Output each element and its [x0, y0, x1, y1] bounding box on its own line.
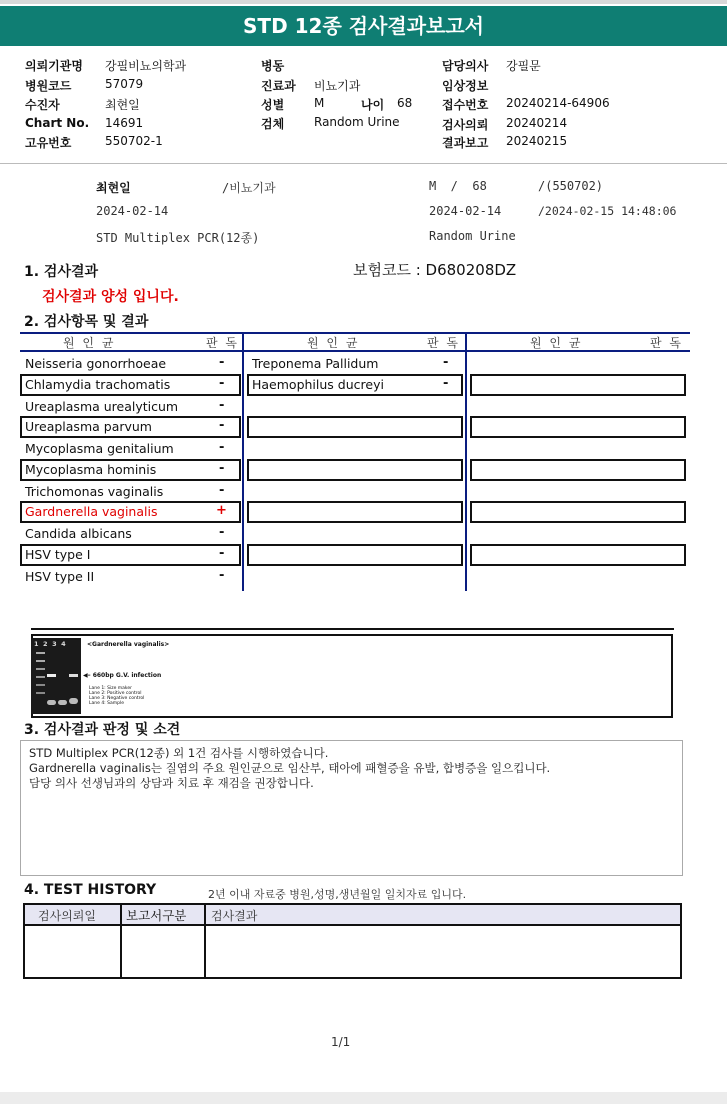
report-title: STD 12종 검사결과보고서 — [243, 14, 484, 38]
table-col-divider-2 — [465, 332, 467, 591]
history-table — [23, 903, 682, 979]
summary-date2: 2024-02-14 — [429, 204, 502, 218]
label-department: 진료과 — [261, 79, 296, 93]
label-age: 나이 — [361, 98, 385, 112]
summary-specimen: Random Urine — [429, 229, 516, 243]
summary-sex-age: M / 68 — [429, 179, 487, 193]
col3-header-name: 원 인 균 — [530, 336, 583, 350]
label-hospital-code: 병원코드 — [25, 79, 72, 93]
gel-legend — [89, 686, 144, 706]
organism-name: Haemophilus ducreyi — [252, 377, 384, 392]
history-col-result: 검사결과 — [211, 909, 258, 923]
section1-heading: 1. 검사결과 — [24, 264, 99, 280]
row-box-empty — [470, 544, 686, 566]
opinion-line: 담당 의사 선생님과의 상담과 치료 후 재검을 권장합니다. — [29, 776, 314, 790]
section3-heading: 3. 검사결과 판정 및 소견 — [24, 722, 181, 738]
gel-legend-item: Lane 1: Size maker — [89, 686, 132, 691]
row-box-empty — [247, 416, 463, 438]
insurance-code: 보험코드 : D680208DZ — [353, 261, 517, 279]
summary-id: /(550702) — [538, 179, 604, 193]
opinion-line: Gardnerella vaginalis는 질염의 주요 원인균으로 임산부, 태아에 패혈증을 유발, 합병증을 일으킵니다. — [29, 761, 551, 775]
col2-header-name: 원 인 균 — [307, 336, 360, 350]
organism-name: Neisseria gonorrhoeae — [25, 356, 167, 371]
organism-name: Chlamydia trachomatis — [25, 377, 171, 392]
row-box-empty — [470, 416, 686, 438]
organism-result: - — [219, 440, 225, 455]
label-patient: 수진자 — [25, 98, 60, 112]
summary-dept: /비뇨기과 — [222, 181, 276, 195]
positive-band — [47, 674, 56, 677]
gel-legend-item: Lane 4: Sample — [89, 701, 124, 706]
organism-result: - — [219, 398, 225, 413]
organism-name-positive: Gardnerella vaginalis — [25, 504, 158, 519]
gel-lane-numbers: 1 2 3 4 — [34, 640, 66, 648]
row-box-empty — [247, 544, 463, 566]
opinion-text — [29, 746, 679, 791]
arrow-icon: ◀– — [83, 672, 93, 679]
organism-name: Mycoplasma genitalium — [25, 441, 174, 456]
row-box-empty — [247, 459, 463, 481]
history-note: 2년 이내 자료중 병원,성명,생년월일 일치자료 입니다. — [208, 888, 467, 901]
value-requesting-org: 강필비뇨의학과 — [105, 59, 187, 73]
value-unique-id: 550702-1 — [105, 134, 163, 148]
value-hospital-code: 57079 — [105, 77, 144, 91]
value-doctor: 강필문 — [506, 59, 541, 73]
value-report-date: 20240215 — [506, 134, 568, 148]
row-box-empty — [470, 459, 686, 481]
value-department: 비뇨기과 — [314, 79, 361, 93]
col2-header-result: 판 독 — [427, 336, 460, 350]
table-col-divider-1 — [242, 332, 244, 591]
label-unique-id: 고유번호 — [25, 136, 72, 150]
organism-result-positive: + — [216, 503, 227, 518]
label-request-date: 검사의뢰 — [442, 118, 489, 132]
organism-name: Candida albicans — [25, 526, 132, 541]
label-clinical-info: 임상정보 — [442, 79, 489, 93]
organism-result: - — [219, 546, 225, 561]
label-ward: 병동 — [261, 59, 285, 73]
col1-header-result: 판 독 — [206, 336, 239, 350]
organism-result: - — [219, 418, 225, 433]
summary-name: 최현일 — [96, 181, 131, 195]
sample-band — [69, 674, 78, 677]
label-specimen: 검체 — [261, 117, 285, 131]
gel-image — [31, 638, 81, 714]
opinion-box — [20, 740, 683, 876]
history-col-report-type: 보고서구분 — [126, 908, 187, 923]
top-strip — [0, 0, 727, 4]
row-box-empty — [247, 501, 463, 523]
gel-title: <Gardnerella vaginalis> — [87, 641, 170, 648]
gel-band-label: ◀– 660bp G.V. infection — [83, 672, 162, 679]
value-age: 68 — [397, 96, 413, 110]
label-requesting-org: 의뢰기관명 — [25, 59, 83, 73]
section4-heading: 4. TEST HISTORY — [24, 882, 157, 898]
label-report-date: 결과보고 — [442, 136, 489, 150]
organism-name: HSV type II — [25, 569, 95, 584]
row-box-empty — [470, 374, 686, 396]
gel-legend-item: Lane 3: Negative control — [89, 696, 145, 701]
organism-name: Ureaplasma parvum — [25, 419, 152, 434]
history-table-header — [25, 905, 680, 926]
organism-result: - — [219, 461, 225, 476]
section2-heading: 2. 검사항목 및 결과 — [24, 314, 149, 330]
organism-result: - — [219, 376, 225, 391]
opinion-line: STD Multiplex PCR(12종) 외 1건 검사를 시행하였습니다. — [29, 746, 329, 760]
organism-name: Ureaplasma urealyticum — [25, 399, 179, 414]
label-chart-no: Chart No. — [25, 116, 90, 130]
organism-result: - — [219, 568, 225, 583]
organism-name: HSV type I — [25, 547, 91, 562]
label-doctor: 담당의사 — [442, 59, 489, 73]
label-receipt-no: 접수번호 — [442, 98, 489, 112]
history-col-request-date: 검사의뢰일 — [38, 909, 96, 923]
value-request-date: 20240214 — [506, 116, 568, 130]
label-sex: 성별 — [261, 98, 285, 112]
value-chart-no: 14691 — [105, 116, 144, 130]
gel-legend-item: Lane 2: Positive control — [89, 691, 142, 696]
col3-header-result: 판 독 — [650, 336, 683, 350]
gel-top-rule — [31, 628, 674, 630]
result-summary: 검사결과 양성 입니다. — [42, 289, 179, 305]
footer-strip — [0, 1092, 727, 1104]
organism-name: Trichomonas vaginalis — [25, 484, 164, 499]
organism-result: - — [443, 355, 449, 370]
summary-date1: 2024-02-14 — [96, 204, 169, 218]
organism-result: - — [443, 376, 449, 391]
organism-result: - — [219, 525, 225, 540]
header-divider — [0, 163, 727, 164]
value-specimen: Random Urine — [314, 115, 400, 129]
value-sex: M — [314, 96, 325, 110]
summary-report-time: /2024-02-15 14:48:06 — [538, 204, 677, 218]
row-box-empty — [470, 501, 686, 523]
organism-result: - — [219, 355, 225, 370]
value-patient: 최현일 — [105, 98, 140, 112]
col1-header-name: 원 인 균 — [63, 336, 116, 350]
organism-name: Treponema Pallidum — [252, 356, 379, 371]
page-number: 1/1 — [331, 1035, 351, 1049]
organism-result: - — [219, 483, 225, 498]
summary-test: STD Multiplex PCR(12종) — [96, 231, 260, 245]
value-receipt-no: 20240214-64906 — [506, 96, 610, 110]
organism-name: Mycoplasma hominis — [25, 462, 157, 477]
